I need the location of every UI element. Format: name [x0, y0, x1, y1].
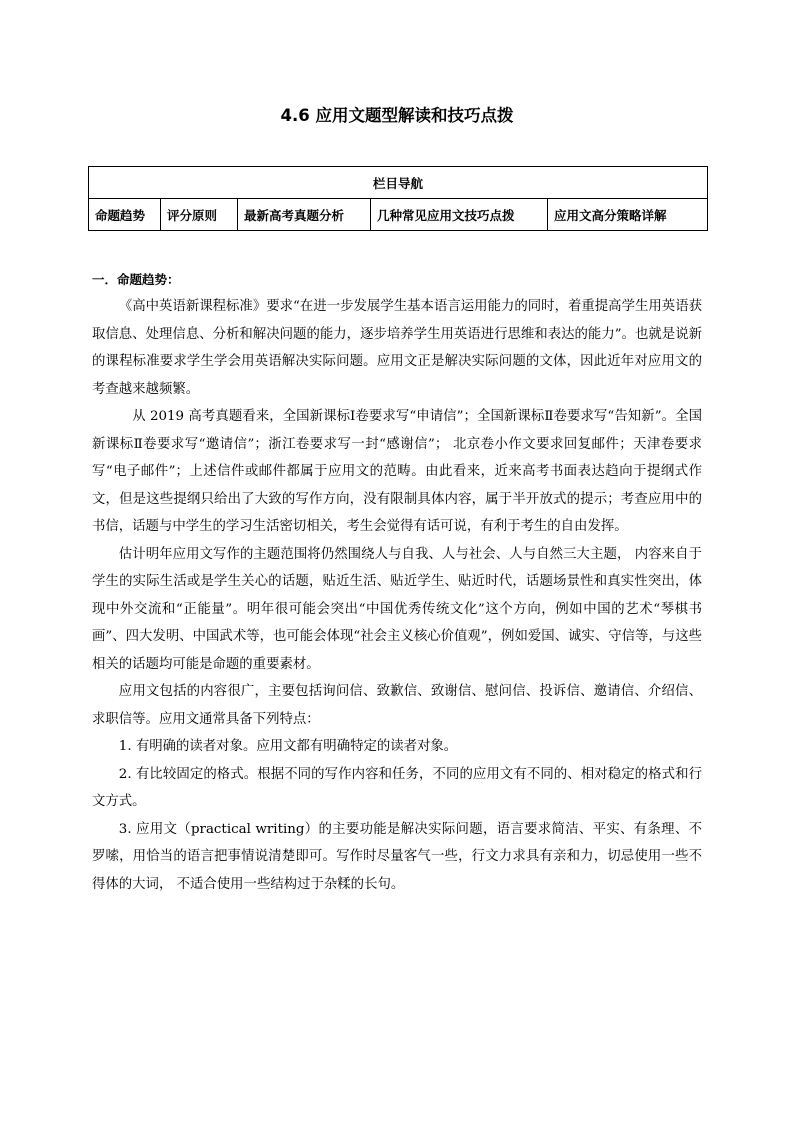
navigation-header-row [89, 167, 708, 199]
list-item: 1. 有明确的读者对象。应用文都有明确特定的读者对象。 [118, 739, 458, 754]
paragraph: 从 2019 高考真题看来，全国新课标Ⅰ卷要求写“申请信”；全国新课标Ⅱ卷要求写“告知新”。全国新课标Ⅱ卷要求写“邀请信”；浙江卷要求写一封“感谢信”； 北京卷小作文要求回复邮件；天津卷要求写“电子邮件”；上述信件或邮件都属于应用文的范畴。由此看来，近来高考书面表达趋向于提纲式作文，但是这些提纲只给出了大致的写作方向，没有限制具体内容，属于半开放式的提示；考查应用中的书信，话题与中学生的学习生活密切相关，考生会觉得有话可说，有利于考生的自由发挥。 [92, 409, 702, 534]
nav-cell-scoring: 评分原则 [161, 199, 238, 231]
nav-cell-strategy: 应用文高分策略详解 [548, 199, 708, 231]
paragraph: 应用文包括的内容很广，主要包括询问信、致歉信、致谢信、慰问信、投诉信、邀请信、介绍信、求职信等。应用文通常具备下列特点： [92, 684, 702, 727]
navigation-table [88, 166, 708, 231]
nav-cell-tips: 几种常见应用文技巧点拨 [371, 199, 548, 231]
list-item: 3. 应用文（practical writing）的主要功能是解决实际问题，语言要求简洁、平实、有条理、不罗嗦，用恰当的语言把事情说清楚即可。写作时尽量客气一些，行文力求具有亲和力，切忌使用一些不得体的大词， 不适合使用一些结构过于杂糅的长句。 [92, 821, 702, 892]
body-text [92, 293, 702, 898]
navigation-header: 栏目导航 [89, 167, 708, 199]
nav-cell-exam-analysis: 最新高考真题分析 [238, 199, 371, 231]
navigation-items-row [89, 199, 708, 231]
page-title: 4.6 应用文题型解读和技巧点拨 [280, 106, 514, 125]
paragraph: 估计明年应用文写作的主题范围将仍然围绕人与自我、人与社会、人与自然三大主题， 内容来自于学生的实际生活或是学生关心的话题，贴近生活、贴近学生、贴近时代，话题场景性和真实性突出，体现中外交流和“正能量”。明年很可能会突出“中国优秀传统文化”这个方向，例如中国的艺术“琴棋书画”、四大发明、中国武术等，也可能会体现“社会主义核心价值观”，例如爱国、诚实、守信等，与这些相关的话题均可能是命题的重要素材。 [92, 546, 702, 672]
nav-cell-trend: 命题趋势 [89, 199, 161, 231]
paragraph: 《高中英语新课程标准》要求“在进一步发展学生基本语言运用能力的同时，着重提高学生用英语获取信息、处理信息、分析和解决问题的能力，逐步培养学生用英语进行思维和表达的能力”。也就是说新的课程标准要求学生学会用英语解决实际问题。应用文正是解决实际问题的文体，因此近年对应用文的考查越来越频繁。 [92, 299, 702, 397]
section-heading: 一．命题趋势： [92, 272, 180, 287]
list-item: 2. 有比较固定的格式。根据不同的写作内容和任务，不同的应用文有不同的、相对稳定的格式和行文方式。 [92, 766, 702, 809]
